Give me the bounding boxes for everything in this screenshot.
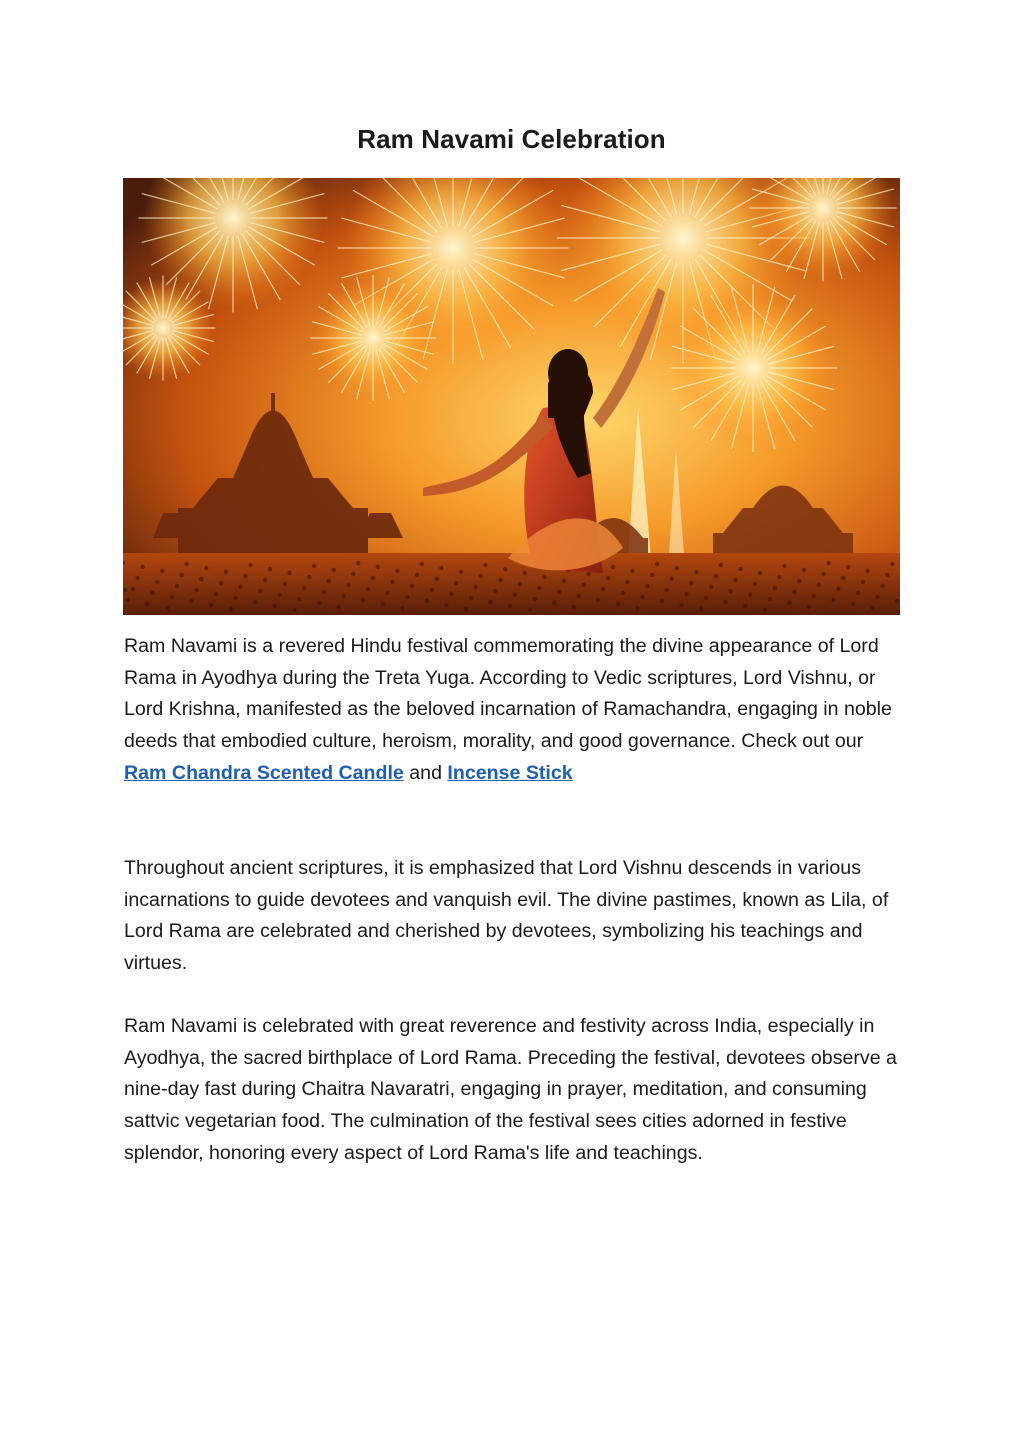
ram-chandra-candle-link[interactable]: Ram Chandra Scented Candle [124, 761, 404, 784]
hero-image [123, 178, 900, 615]
incense-stick-link[interactable]: Incense Stick [447, 761, 573, 784]
paragraph-intro-text: Ram Navami is a revered Hindu festival commemorating the divine appearance of Lord Rama in Ayodhya during the Treta Yuga. According to Vedic scriptures, Lord Vishnu, or Lord Krishna, manifested as the beloved incarnation of Ramachandra, engaging in noble deeds that embodied culture, heroism, morality, and good governance. Check out our [124, 635, 892, 753]
and-text: and [403, 761, 448, 784]
paragraph-celebration-text: Ram Navami is celebrated with great reverence and festivity across India, especially in Ayodhya, the sacred birthplace of Lord Rama. Preceding the festival, devotees observe a nine-day fast during Chaitra Navaratri, engaging in prayer, meditation, and consuming sattvic vegetarian food. The culmination of the festival sees cities adorned in festive splendor, honoring every aspect of Lord Rama's life and teachings. [124, 1015, 897, 1164]
fireworks-celebration-illustration [123, 178, 900, 615]
paragraph-intro [124, 631, 899, 790]
paragraph-scriptures-text: Throughout ancient scriptures, it is emphasized that Lord Vishnu descends in various incarnations to guide devotees and vanquish evil. The divine pastimes, known as Lila, of Lord Rama are celebrated and cherished by devotees, symbolizing his teachings and virtues. [124, 857, 889, 975]
paragraph-scriptures [124, 853, 899, 980]
paragraph-celebration [124, 1011, 899, 1170]
page-title: Ram Navami Celebration [357, 124, 666, 154]
